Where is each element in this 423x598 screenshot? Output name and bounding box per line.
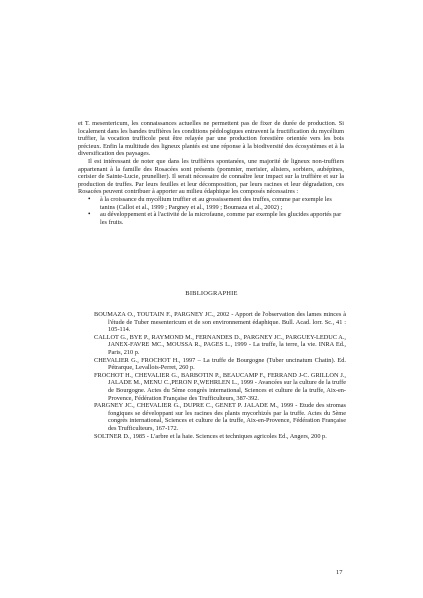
bibliography-entry: CALLOT G., BYE P., RAYMOND M., FERNANDES D., PARGNEY JC., PARGUEY-LEDUC A., JANEX-FAVRE MC., MOUSSA R., PAGES L., 1999 - La truffe, la terre, la vie. INRA Ed., Paris, 210 p. [94,333,346,356]
bibliography-entry: FROCHOT H., CHEVALIER G., BARBOTIN P., BEAUCAMP F., FERRAND J-C. GRILLON J., JALADE M., MENU C.,PERON P.,WEHRLEN L., 1999 - Avancées sur la culture de la truffe de Bourgogne. Actes du 5ème congrès international, Sciences et culture de la truffe, Aix-en-Provence, Fédération Française des Trufficulteurs, 387-392. [94,371,346,402]
bibliography-entry: SOLTNER D., 1985 - L'arbre et la haie. Sciences et techniques agricoles Ed., Angers, 200 p. [94,432,327,440]
bullet-item-1: • à la croissance du mycélium truffier et au grossissement des truffes, comme par exemple les tanins (Callot et al., 1999 ; Pargney et al., 1999 ; Boumaza et al., 2002) ; [78,196,344,211]
bibliography-list [94,311,346,440]
bullet-list [78,196,344,226]
page-number: 17 [336,569,343,576]
bibliography-entry: CHEVALIER G., FROCHOT H., 1997 – La truffe de Bourgogne (Tuber uncinatum Chatin). Ed. Pétrarque, Levallois-Perret, 260 p. [94,356,346,372]
bibliography-heading: BIBLIOGRAPHIE [185,290,238,297]
paragraph-2: Il est intéressant de noter que dans les truffières spontanées, une majorité de ligneux non-truffiers appartenant à la famille des Rosacées sont présents (pommier, merisier, alisiers, sorbiers, aubépines, cerisier de Sainte-Lucie, prunellier). Il serait nécessaire de connaître leur impact sur la truffière et sur la production de truffes. Par leurs feuilles et leur décomposition, par leurs racines et leur dégradation, ces Rosacées peuvent contribuer à apporter au milieu édaphique les composés nécessaires : [78,157,344,196]
body-text [78,120,344,226]
paragraph-1: et T. mesentericum, les connaissances actuelles ne permettent pas de fixer de durée de production. Si localement dans les bandes truffières les conditions pédologiques entravent la fructification du mycélium truffier, la vocation trufficole peut être relayée par une production forestière orientée vers les bois précieux. Enfin la multitude des ligneux plantés est une réponse à la biodiversité des écosystèmes et à la diversification des paysages. [78,120,344,158]
bibliography-entry: BOUMAZA O., TOUTAIN F., PARGNEY JC., 2002 - Apport de l'observation des lames minces à l'étude de Tuber mesentericum et de son environnement édaphique. Bull. Acad. lorr. Sc., 41 : 105-114. [94,311,346,334]
bibliography-entry: PARGNEY JC., CHEVALIER G., DUPRE C., GENET P. JALADE M., 1999 - Etude des stromas fongiques se développant sur les racines des plants mycorhizés par la truffe. Actes du 5ème congrès international, Sciences et culture de la truffe, Aix-en-Provence, Fédération Française des Trufficulteurs, 167-172. [94,402,346,432]
bullet-item-2: • au développement et à l'activité de la microfaune, comme par exemple les glucides apportés par les fruits. [78,211,344,226]
